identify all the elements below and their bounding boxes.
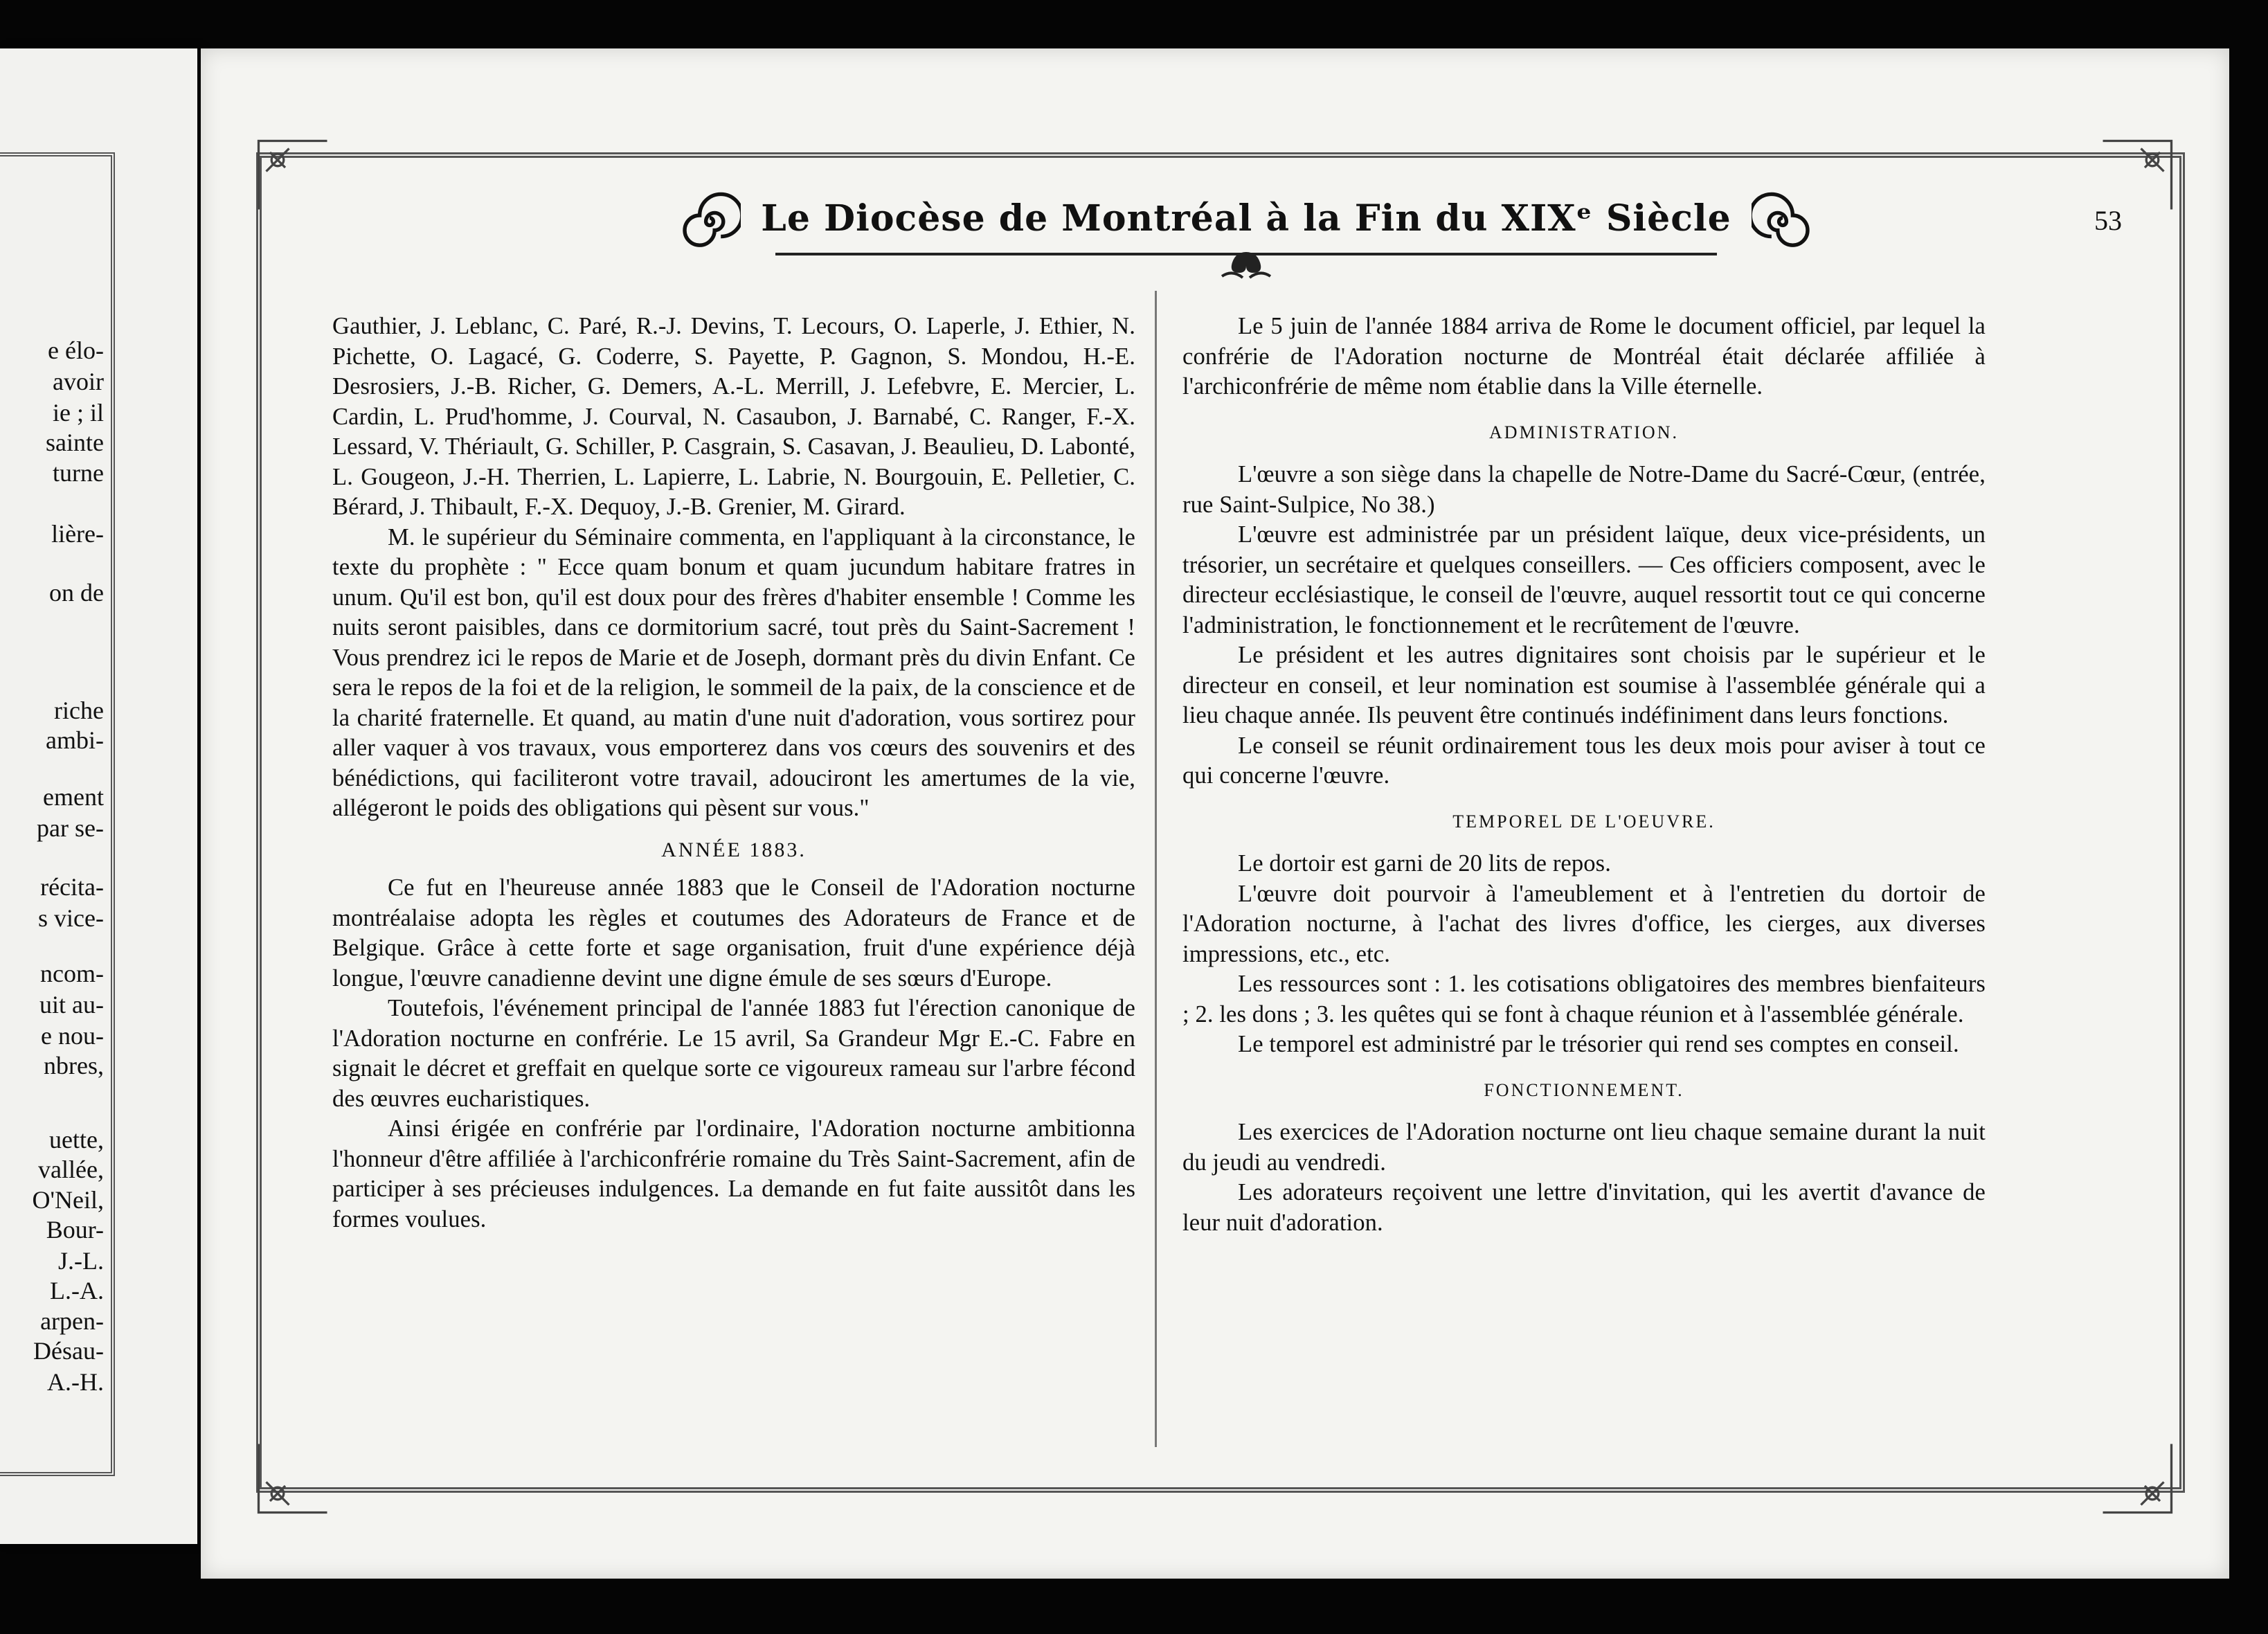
left-page-fragment: ambi- bbox=[46, 726, 104, 754]
left-page-fragment: J.-L. bbox=[58, 1247, 104, 1275]
document-page bbox=[201, 48, 2229, 1579]
paragraph: L'œuvre a son siège dans la chapelle de Notre-Dame du Sacré-Cœur, (entrée, rue Saint-Sulpice, No 38.) bbox=[1182, 461, 1986, 518]
fleuron-ornament-icon bbox=[1215, 249, 1277, 283]
paragraph: Les exercices de l'Adoration nocturne ont lieu chaque semaine durant la nuit du jeudi au vendredi. bbox=[1182, 1119, 1986, 1176]
left-page-fragment: uette, bbox=[49, 1126, 104, 1153]
left-page-fragment: sainte bbox=[46, 429, 104, 456]
spiral-ornament-icon bbox=[1752, 190, 1814, 253]
running-title: Le Diocèse de Montréal à la Fin du XIXᵉ Siècle bbox=[761, 197, 1731, 240]
paragraph: Les adorateurs reçoivent une lettre d'invitation, qui les avertit d'avance de leur nuit d'adoration. bbox=[1182, 1179, 1986, 1236]
left-page-fragment: par se- bbox=[37, 814, 104, 842]
paragraph: Toutefois, l'événement principal de l'année 1883 fut l'érection canonique de l'Adoration nocturne en confrérie. Le 15 avril, Sa Grandeur Mgr E.-C. Fabre en signait le décret et greffait en quelque sorte ce vigoureux rameau sur l'arbre fécond des œuvres eucharistiques. bbox=[332, 995, 1135, 1112]
column-divider bbox=[1155, 291, 1157, 1447]
left-page-fragment: A.-H. bbox=[47, 1368, 104, 1396]
page-number: 53 bbox=[2094, 205, 2122, 236]
paragraph: L'œuvre est administrée par un président laïque, deux vice-présidents, un trésorier, un secrétaire et quelques conseillers. — Ces officiers composent, avec le directeur ecclésiastique, le conseil de l'œuvre, auquel ressortit tout ce qui concerne l'administration, le fonctionnement et le recrûtement de l'œuvre. bbox=[1182, 521, 1986, 638]
corner-ornament-icon bbox=[2099, 137, 2175, 213]
paragraph: M. le supérieur du Séminaire commenta, en l'appliquant à la circonstance, le texte du prophète : " Ecce quam bonum et quam jucundum habitare fratres in unum. Qu'il est bon, qu'il est doux pour des frères d'habiter ensemble ! Comme les nuits seront paisibles, dans ce dormitorium sacré, tout près du Saint-Sacrement ! Vous prendrez ici le repos de Marie et de Joseph, dormant près du divin Enfant. Ce sera le repos de la foi et de la religion, le sommeil de la paix, de la conscience et de la charité fraternelle. Et quand, au matin d'une nuit d'adoration, vous sortirez pour aller vaquer à vos travaux, vous emporterez dans vos cœurs des souvenirs et des bénédictions, qui faciliteront votre travail, adouciront les amertumes de la vie, allégeront le poids des obligations qui pèsent sur vous." bbox=[332, 523, 1135, 821]
left-page-fragment: ement bbox=[43, 783, 104, 811]
section-heading: ADMINISTRATION. bbox=[1489, 422, 1679, 442]
paragraph: Le 5 juin de l'année 1884 arriva de Rome le document officiel, par lequel la confrérie de l'Adoration nocturne de Montréal était déclarée affiliée à l'archiconfrérie de même nom établie dans la Ville éternelle. bbox=[1182, 313, 1986, 399]
left-page-fragment: nbres, bbox=[44, 1052, 104, 1079]
paragraph: Gauthier, J. Leblanc, C. Paré, R.-J. Devins, T. Lecours, O. Laperle, J. Ethier, N. Pichette, O. Lagacé, G. Coderre, S. Payette, P. Gagnon, S. Mondou, H.-E. Desrosiers, J.-B. Richer, G. Demers, A.-L. Merrill, J. Lefebvre, E. Mercier, L. Cardin, L. Prud'homme, J. Courval, N. Casaubon, J. Barnabé, C. Ranger, F.-X. Lessard, V. Thériault, G. Schiller, P. Casgrain, S. Casavan, J. Beaulieu, D. Labonté, L. Gougeon, J.-H. Therrien, L. Lapierre, L. Labrie, N. Bourgouin, E. Pelletier, C. Bérard, J. Thibault, F.-X. Dequoy, J.-B. Grenier, M. Girard. bbox=[332, 313, 1135, 520]
corner-ornament-icon bbox=[255, 1440, 331, 1516]
paragraph: L'œuvre doit pourvoir à l'ameublement et à l'entretien du dortoir de l'Adoration nocturne, à l'achat des livres d'office, les cierges, aux diverses impressions, etc., etc. bbox=[1182, 880, 1986, 967]
section-heading: ANNÉE 1883. bbox=[661, 838, 807, 861]
paragraph: Ainsi érigée en confrérie par l'ordinaire, l'Adoration nocturne ambitionna l'honneur d'être affiliée à l'archiconfrérie romaine du Très Saint-Sacrement, afin de participer à ses précieuses indulgences. La demande en fut faite aussitôt dans les formes voulues. bbox=[332, 1115, 1135, 1232]
left-page-fragment: s vice- bbox=[38, 904, 104, 932]
left-page-fragment: on de bbox=[49, 579, 104, 607]
left-page-fragment: avoir bbox=[53, 368, 104, 395]
paragraph: Le dortoir est garni de 20 lits de repos. bbox=[1238, 850, 1611, 877]
paragraph: Les ressources sont : 1. les cotisations obligatoires des membres bienfaiteurs ; 2. les dons ; 3. les quêtes qui se font à chaque réunion et à l'assemblée générale. bbox=[1182, 971, 1986, 1027]
left-page-fragment: Désau- bbox=[33, 1337, 104, 1365]
section-heading: TEMPOREL DE L'OEUVRE. bbox=[1452, 811, 1716, 832]
paragraph: Le président et les autres dignitaires sont choisis par le supérieur et le directeur en conseil, et leur nomination est soumise à l'assemblée générale qui a lieu chaque année. Ils peuvent être continués indéfiniment dans leurs fonctions. bbox=[1182, 642, 1986, 728]
corner-ornament-icon bbox=[2099, 1440, 2175, 1516]
left-page-fragment: Bour- bbox=[46, 1216, 104, 1244]
left-page-fragment: vallée, bbox=[38, 1156, 104, 1183]
left-page-fragment: e nou- bbox=[41, 1022, 104, 1050]
spiral-ornament-icon bbox=[678, 190, 741, 253]
corner-ornament-icon bbox=[255, 137, 331, 213]
paragraph: Ce fut en l'heureuse année 1883 que le Conseil de l'Adoration nocturne montréalaise adopta les règles et coutumes des Adorateurs de France et de Belgique. Grâce à cette forte et sage organisation, fruit d'une expérience déjà longue, l'œuvre canadienne devint une digne émule de ses sœurs d'Europe. bbox=[332, 874, 1135, 991]
left-page-fragment: O'Neil, bbox=[32, 1186, 104, 1214]
left-page-fragment: L.-A. bbox=[50, 1277, 104, 1304]
running-header bbox=[748, 197, 1745, 260]
left-facing-page bbox=[0, 48, 197, 1544]
paragraph: Le conseil se réunit ordinairement tous les deux mois pour aviser à tout ce qui concerne l'œuvre. bbox=[1182, 732, 1986, 789]
left-page-fragment: e élo- bbox=[48, 336, 104, 364]
left-page-fragment: lière- bbox=[51, 520, 104, 548]
left-page-fragment: riche bbox=[54, 697, 104, 724]
left-page-fragment: uit au- bbox=[39, 991, 104, 1018]
left-page-fragment: récita- bbox=[40, 873, 104, 901]
right-column bbox=[1182, 312, 1986, 1238]
left-page-fragment: arpen- bbox=[40, 1307, 104, 1335]
left-page-fragment: ie ; il bbox=[53, 399, 104, 427]
left-page-fragment: turne bbox=[53, 459, 104, 487]
section-heading: FONCTIONNEMENT. bbox=[1484, 1079, 1684, 1100]
left-page-fragment: ncom- bbox=[40, 960, 104, 987]
paragraph: Le temporel est administré par le trésorier qui rend ses comptes en conseil. bbox=[1238, 1031, 1959, 1057]
left-column bbox=[332, 312, 1135, 1235]
